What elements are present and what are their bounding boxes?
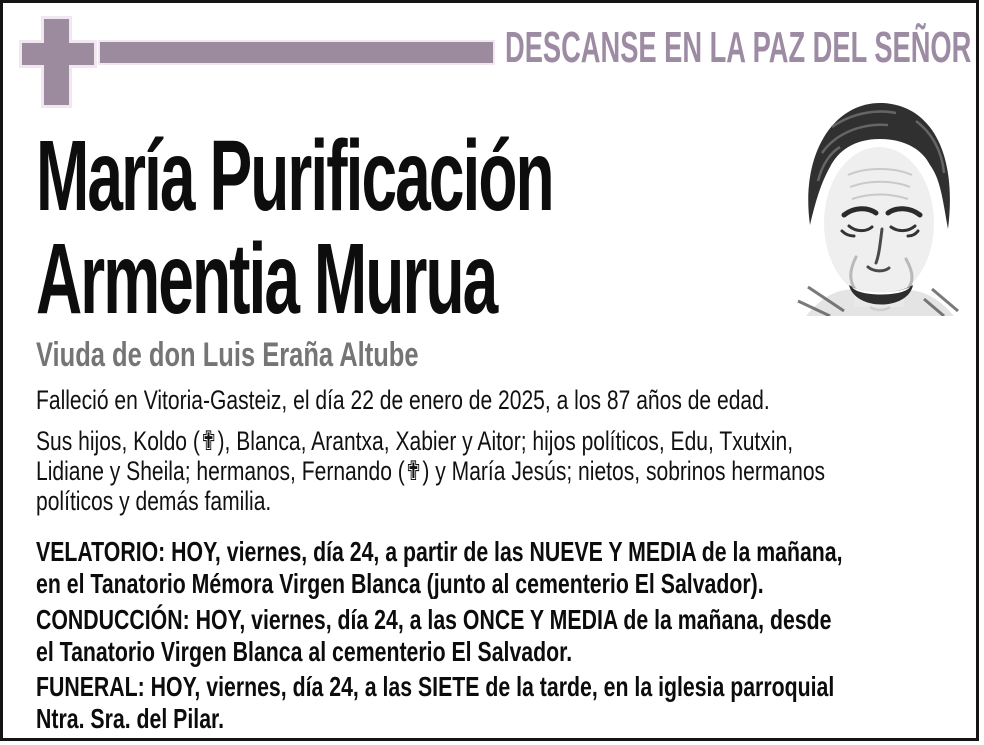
- relationship-subtitle: Viuda de don Luis Eraña Altube: [36, 336, 419, 374]
- deceased-name-line: Armentia Murua: [36, 223, 497, 335]
- velatorio-info: [36, 536, 984, 600]
- funeral-line: Ntra. Sra. del Pilar.: [36, 703, 225, 734]
- conduccion-info: [36, 604, 984, 668]
- conduccion-line: el Tanatorio Virgen Blanca al cementerio El Salvador.: [36, 636, 573, 667]
- family-line: Lidiane y Sheila; hermanos, Fernando (✟) y María Jesús; nietos, sobrinos hermanos: [36, 456, 826, 486]
- latin-cross-icon: [19, 16, 97, 108]
- header-rule: [100, 42, 493, 63]
- velatorio-line: VELATORIO: HOY, viernes, día 24, a partir de las NUEVE Y MEDIA de la mañana,: [36, 536, 843, 567]
- death-notice: [36, 385, 977, 415]
- motto-text: DESCANSE EN LA PAZ DEL SEÑOR: [505, 23, 972, 72]
- family-paragraph: [36, 426, 984, 516]
- conduccion-line: CONDUCCIÓN: HOY, viernes, día 24, a las ONCE Y MEDIA de la mañana, desde: [36, 604, 832, 635]
- family-line: políticos y demás familia.: [36, 486, 272, 516]
- deceased-name: [36, 120, 843, 335]
- velatorio-line: en el Tanatorio Mémora Virgen Blanca (junto al cementerio El Salvador).: [36, 568, 764, 599]
- deceased-name-line: María Purificación: [36, 120, 553, 232]
- funeral-info: [36, 671, 984, 735]
- death-notice-line: Falleció en Vitoria-Gasteiz, el día 22 de enero de 2025, a los 87 años de edad.: [36, 385, 770, 415]
- family-line: Sus hijos, Koldo (✟), Blanca, Arantxa, Xabier y Aitor; hijos políticos, Edu, Txutxin,: [36, 426, 794, 456]
- funeral-line: FUNERAL: HOY, viernes, día 24, a las SIETE de la tarde, en la iglesia parroquial: [36, 671, 835, 702]
